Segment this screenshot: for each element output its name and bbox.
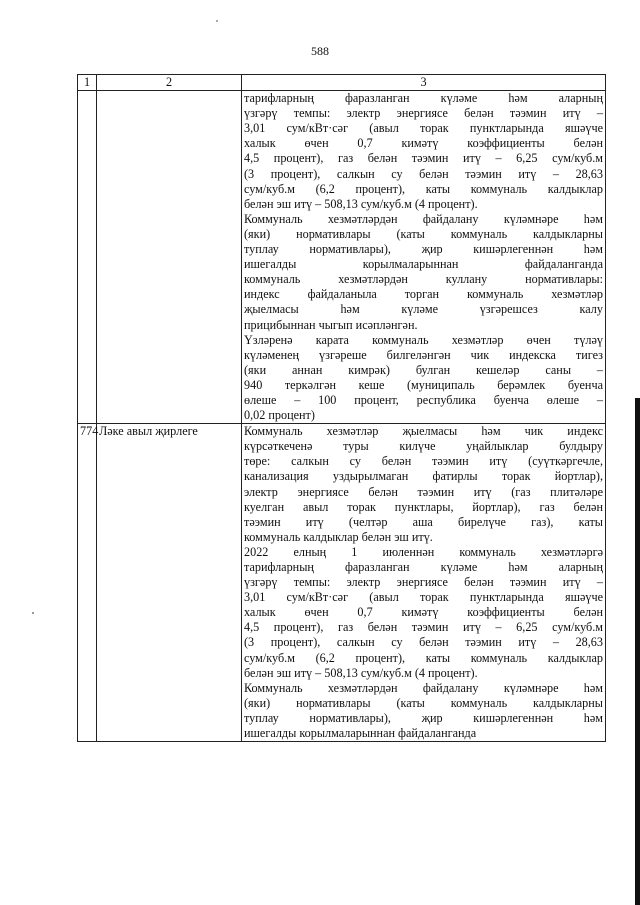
description-line: (яки) нормативлары (каты коммуналь калдыкларны [244, 695, 603, 710]
description-line: 940 теркәлгән кеше (муниципаль берәмлек буенча [244, 377, 603, 392]
row-description [242, 91, 606, 424]
row-description [242, 424, 606, 742]
description-line: белән эш итү – 508,13 сум/куб.м (4 процент). [244, 196, 478, 211]
page-number: 588 [311, 44, 329, 58]
column-header-2: 2 [97, 75, 242, 91]
description-line: ишегалды корылмаларыннан файдаланганда [244, 726, 477, 741]
description-line: күләменең үзгәреше билгеләнгән чик индекска тигез [244, 347, 603, 362]
description-line: коммуналь хезмәтләрдән куллану нормативлары: [244, 272, 603, 287]
description-line: Коммуналь хезмәтләрдән файдалану күләмнәре һәм [244, 211, 603, 226]
description-line: прицибыннан чыгып исәпләнгән. [244, 317, 418, 332]
description-line: үзгәрү темпы: электр энергиясе белән тәэмин итү – [244, 575, 603, 590]
description-line: 4,5 процент), газ белән тәэмин итү – 6,25 сум/куб.м [244, 620, 603, 635]
description-line: күрсәткеченә туры килүче уңайлыклар булдыру [244, 439, 603, 454]
description-line: ишегалды корылмаларыннан файдаланганда [244, 257, 603, 272]
description-line: халык өчен 0,7 кимәтү коэффициенты белән [244, 136, 603, 151]
scan-edge-shadow [635, 398, 640, 905]
description-line: коммуналь калдыклар белән эш итү. [244, 529, 433, 544]
description-line: тәэмин итү (челтәр аша бирелүче газ), каты [244, 514, 603, 529]
description-line: туплау нормативлары), җир кишәрлегеннән һәм [244, 242, 603, 257]
description-line: электр энергиясе белән тәэмин итү (газ плитәләре [244, 484, 603, 499]
description-line: 2022 елның 1 июленнән коммуналь хезмәтләргә [244, 544, 603, 559]
description-line: 3,01 сум/кВт·сәг (авыл торак пунктларында яшәүче [244, 121, 603, 136]
description-line: индекс файдаланыла торган коммуналь хезмәтләр [244, 287, 603, 302]
description-line: тарифларның фаразланган күләме һәм аларның [244, 91, 603, 106]
table-row [78, 91, 606, 424]
description-line: канализация уздырылмаган фатирлы торак йортлар), [244, 469, 603, 484]
column-header-3: 3 [242, 75, 606, 91]
description-line: тарифларның фаразланган күләме һәм аларның [244, 560, 603, 574]
description-line: 3,01 сум/кВт·сәг (авыл торак пунктларында яшәүче [244, 590, 603, 605]
scan-speck [32, 612, 34, 614]
description-line: үзгәрү темпы: электр энергиясе белән тәэмин итү – [244, 106, 603, 121]
description-line: сум/куб.м (6,2 процент), каты коммуналь калдыклар [244, 650, 603, 665]
description-line: белән эш итү – 508,13 сум/куб.м (4 процент). [244, 665, 478, 680]
table-row [78, 424, 606, 742]
description-line: (яки аннан кимрәк) булган кешеләр саны – [244, 362, 603, 377]
description-line: өлеше – 100 процент, республика буенча өлеше – [244, 392, 603, 407]
description-line: Коммуналь хезмәтләр җыелмасы һәм чик индекс [244, 424, 603, 439]
description-line: сум/куб.м (6,2 процент), каты коммуналь калдыклар [244, 181, 603, 196]
document-table [77, 74, 606, 742]
description-line: (яки) нормативлары (каты коммуналь калдыкларны [244, 226, 603, 241]
column-header-1: 1 [78, 75, 97, 91]
description-line: Коммуналь хезмәтләрдән файдалану күләмнәре һәм [244, 680, 603, 695]
description-line: Үзләренә карата коммуналь хезмәтләр өчен түләү [244, 332, 603, 347]
description-line: (3 процент), салкын су белән тәэмин итү – 28,63 [244, 635, 603, 650]
description-line: (3 процент), салкын су белән тәэмин итү – 28,63 [244, 166, 603, 181]
description-line: 0,02 процент) [244, 408, 315, 423]
settlement-name [97, 91, 242, 424]
row-number [78, 91, 97, 424]
description-line: 4,5 процент), газ белән тәэмин итү – 6,25 сум/куб.м [244, 151, 603, 166]
description-line: төре: салкын су белән тәэмин итү (суүткәргечле, [244, 454, 603, 469]
description-line: туплау нормативлары), җир кишәрлегеннән һәм [244, 710, 603, 725]
description-line: куелган авыл торак пунктлары, йортлар), газ белән [244, 499, 603, 514]
description-line: җыелмасы һәм күләме үзгәрешсез калу [244, 302, 603, 317]
row-number: 774 [78, 424, 97, 742]
scan-speck [216, 20, 218, 22]
description-line: халык өчен 0,7 кимәтү коэффициенты белән [244, 605, 603, 620]
table-header-row [78, 75, 606, 91]
settlement-name: Ләке авыл җирлеге [97, 424, 242, 742]
